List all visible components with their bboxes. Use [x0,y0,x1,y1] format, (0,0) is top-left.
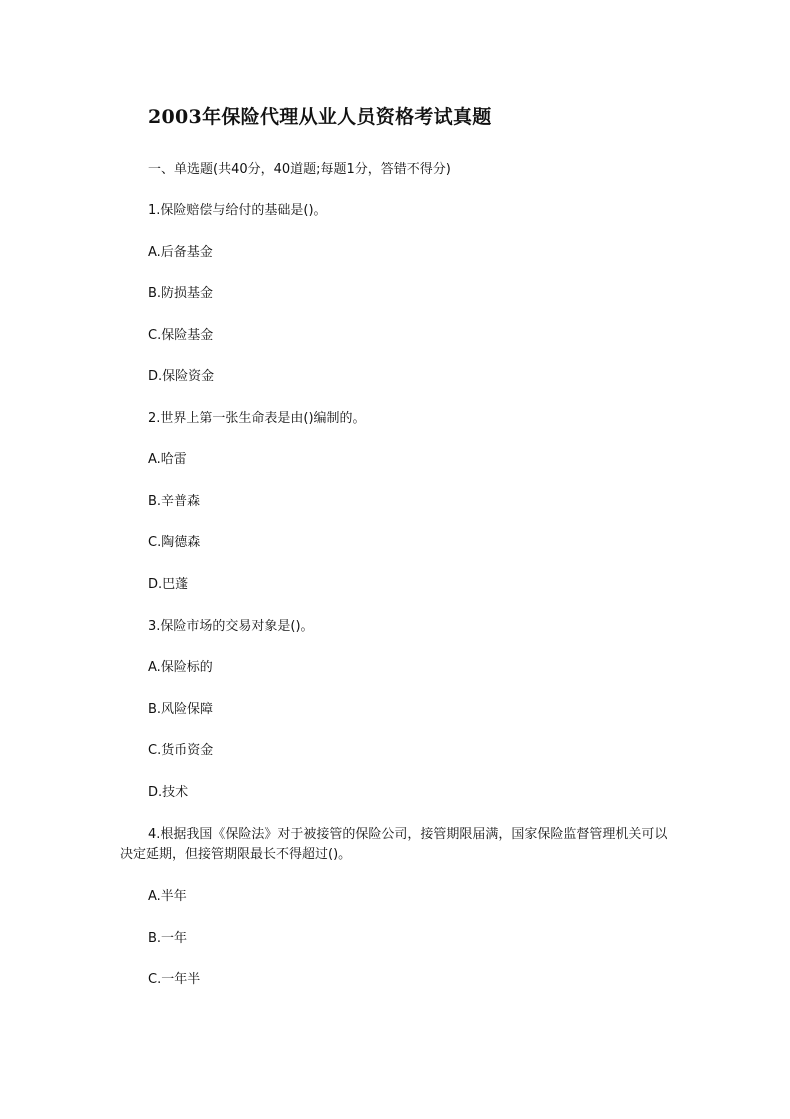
question-3-option-d: D.技术 [148,785,189,800]
question-4-option-c: C.一年半 [148,972,201,987]
question-3-option-c: C.货币资金 [148,743,214,758]
question-4-stem: 4.根据我国《保险法》对于被接管的保险公司，接管期限届满，国家保险监督管理机关可以决定延期，但接管期限最长不得超过()。 [120,827,668,862]
question-1-stem: 1.保险赔偿与给付的基础是()。 [148,203,327,218]
question-4-option-b: B.一年 [148,931,188,946]
question-1-option-a: A.后备基金 [148,245,213,260]
question-2-option-b: B.辛普森 [148,494,201,509]
question-3-option-b: B.风险保障 [148,702,214,717]
question-3-option-a: A.保险标的 [148,660,213,675]
question-2-option-a: A.哈雷 [148,452,187,467]
section-heading: 一、单选题(共40分，40道题;每题1分，答错不得分) [148,162,451,177]
question-4-option-a: A.半年 [148,889,187,904]
question-1-option-b: B.防损基金 [148,286,214,301]
document-title: 2003年保险代理从业人员资格考试真题 [148,106,492,128]
question-2-stem: 2.世界上第一张生命表是由()编制的。 [148,411,366,426]
question-2-option-d: D.巴蓬 [148,577,189,592]
question-1-option-d: D.保险资金 [148,369,215,384]
question-3-stem: 3.保险市场的交易对象是()。 [148,619,314,634]
question-1-option-c: C.保险基金 [148,328,214,343]
question-2-option-c: C.陶德森 [148,535,201,550]
